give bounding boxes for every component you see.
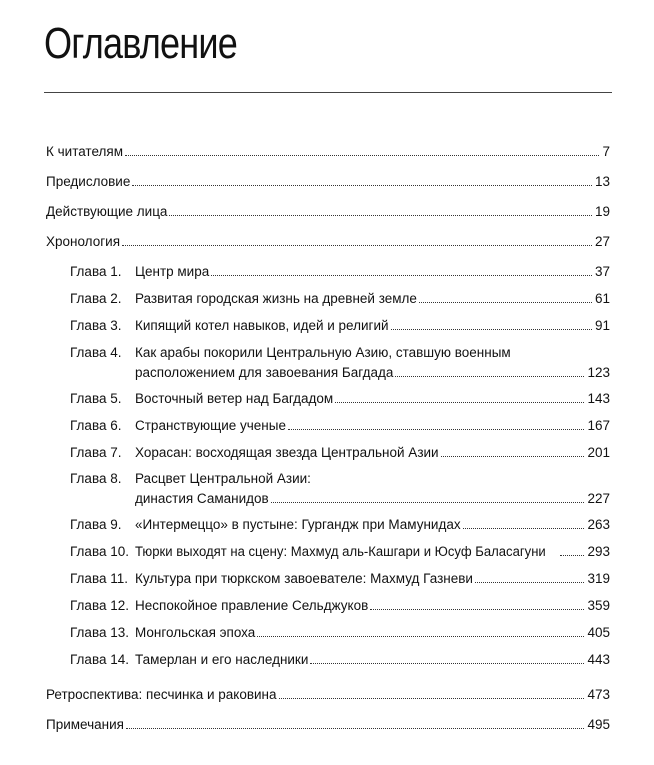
dot-leader	[279, 698, 585, 699]
page-number: 27	[594, 234, 610, 249]
page-number: 143	[587, 391, 610, 406]
page-number: 123	[587, 365, 610, 380]
chapter-title: Монгольская эпоха	[135, 625, 256, 640]
chapter-title: Восточный ветер над Багдадом	[135, 391, 334, 406]
page-number: 167	[587, 418, 610, 433]
toc-entry-readers[interactable]	[46, 143, 610, 160]
entry-title: К читателям	[46, 144, 123, 159]
chapter-label: Глава 2.	[70, 291, 122, 306]
page-number: 495	[587, 717, 610, 732]
chapter-title: династия Саманидов	[135, 491, 269, 506]
chapter-label: Глава 5.	[70, 391, 122, 406]
entry-title: Предисловие	[46, 174, 131, 189]
page-number: 293	[587, 544, 610, 559]
page-title: Оглавление	[44, 19, 237, 68]
chapter-title: «Интермеццо» в пустыне: Гургандж при Мамунидах	[135, 517, 461, 532]
dot-leader	[441, 456, 585, 457]
dot-leader	[395, 376, 584, 377]
page-number: 19	[594, 204, 610, 219]
dot-leader	[271, 502, 585, 503]
entry-title: Ретроспектива: песчинка и раковина	[46, 687, 277, 702]
chapter-title-line1: Как арабы покорили Центральную Азию, ставшую военным	[135, 345, 511, 360]
chapter-title: Тамерлан и его наследники	[135, 652, 309, 667]
dot-leader	[475, 582, 585, 583]
chapter-label: Глава 6.	[70, 418, 122, 433]
chapter-label: Глава 12.	[70, 598, 129, 613]
page-number: 201	[587, 445, 610, 460]
page-number: 405	[587, 625, 610, 640]
dot-leader	[310, 663, 584, 664]
dot-leader	[125, 155, 599, 156]
dot-leader	[126, 728, 585, 729]
chapter-title: Культура при тюркском завоевателе: Махмуд Газневи	[135, 571, 473, 586]
chapter-label: Глава 3.	[70, 318, 122, 333]
chapter-label: Глава 9.	[70, 517, 122, 532]
page-number: 473	[587, 687, 610, 702]
chapter-title: Тюрки выходят на сцену: Махмуд аль-Кашгари и Юсуф Баласагуни	[135, 544, 546, 559]
dot-leader	[560, 555, 584, 556]
dot-leader	[257, 636, 584, 637]
page-number: 37	[594, 264, 610, 279]
entry-title: Хронология	[46, 234, 120, 249]
chapter-title: расположением для завоевания Багдада	[135, 365, 394, 380]
toc-entry-characters[interactable]	[46, 203, 610, 220]
chapter-label: Глава 1.	[70, 264, 122, 279]
page-number: 7	[602, 144, 610, 159]
toc-entry-chronology[interactable]	[46, 233, 610, 250]
dot-leader	[122, 245, 592, 246]
dot-leader	[391, 329, 592, 330]
chapter-label: Глава 10.	[70, 544, 129, 559]
chapter-label: Глава 7.	[70, 445, 122, 460]
page-number: 227	[587, 491, 610, 506]
dot-leader	[169, 215, 592, 216]
dot-leader	[211, 275, 592, 276]
toc-entry-retrospective[interactable]	[46, 686, 610, 703]
page-number: 359	[587, 598, 610, 613]
page-number: 319	[587, 571, 610, 586]
chapter-label: Глава 11.	[70, 571, 128, 586]
chapter-label: Глава 4.	[70, 345, 122, 360]
dot-leader	[132, 185, 592, 186]
chapter-label: Глава 8.	[70, 471, 122, 486]
dot-leader	[419, 302, 592, 303]
page-number: 91	[594, 318, 610, 333]
chapter-title: Неспокойное правление Сельджуков	[135, 598, 369, 613]
dot-leader	[335, 402, 584, 403]
chapter-title: Кипящий котел навыков, идей и религий	[135, 318, 389, 333]
toc-entry-notes[interactable]	[46, 716, 610, 733]
entry-title: Примечания	[46, 717, 124, 732]
dot-leader	[463, 528, 585, 529]
chapter-label: Глава 14.	[70, 652, 129, 667]
page-number: 443	[587, 652, 610, 667]
chapter-title: Центр мира	[135, 264, 210, 279]
title-divider	[44, 92, 612, 93]
toc-entry-preface[interactable]	[46, 173, 610, 190]
dot-leader	[370, 609, 584, 610]
chapter-title: Хорасан: восходящая звезда Центральной Азии	[135, 445, 439, 460]
page-number: 13	[594, 174, 610, 189]
chapter-label: Глава 13.	[70, 625, 129, 640]
entry-title: Действующие лица	[46, 204, 168, 219]
chapter-title: Странствующие ученые	[135, 418, 286, 433]
page-number: 263	[587, 517, 610, 532]
chapter-title-line1: Расцвет Центральной Азии:	[135, 471, 311, 486]
chapter-title: Развитая городская жизнь на древней земле	[135, 291, 417, 306]
dot-leader	[288, 429, 585, 430]
page-number: 61	[594, 291, 610, 306]
